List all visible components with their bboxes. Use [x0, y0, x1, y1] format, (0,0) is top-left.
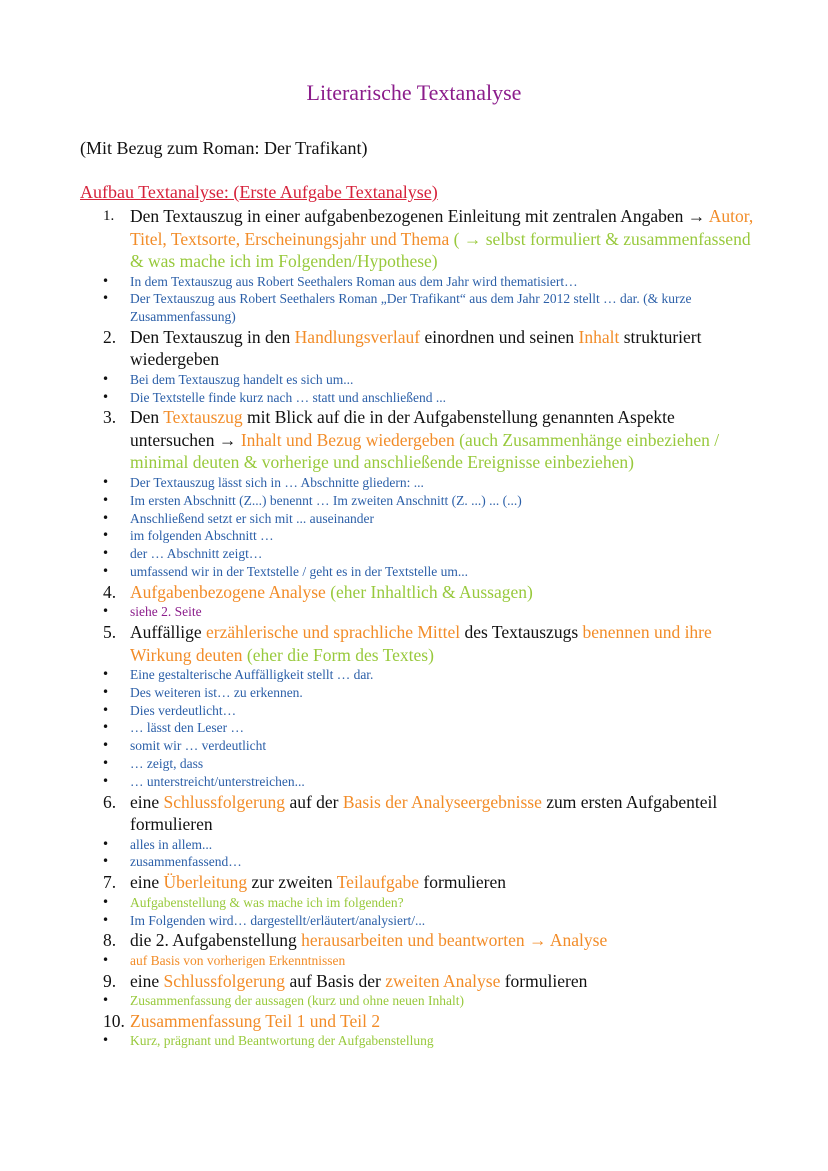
list-item-number: 9. [103, 970, 117, 991]
bullet-item: • Anschließend setzt er sich mit ... auseinander [80, 510, 760, 528]
bullet-item: • Die Textstelle finde kurz nach … statt und anschließend ... [80, 389, 760, 407]
list-item-number: 6. [103, 791, 117, 812]
item-text-segment: zweiten Analyse [385, 970, 501, 991]
item-text-segment: (auch Zusammenhänge einbeziehen / minimal deuten & vorherige und anschließende Ereignisse einbeziehen) [130, 429, 720, 473]
bullet-item: • somit wir … verdeutlicht [80, 737, 760, 755]
bullet-item: • Bei dem Textauszug handelt es sich um... [80, 371, 760, 389]
bullet-item: • Zusammenfassung der aussagen (kurz und ohne neuen Inhalt) [80, 992, 760, 1010]
item-text-segment: des Textauszugs [460, 622, 583, 643]
list-item-number: 1. [103, 208, 115, 224]
list-item [80, 871, 760, 894]
bullet-item: • Im ersten Abschnitt (Z...) benennt … Im zweiten Anschnitt (Z. ...) ... (...) [80, 492, 760, 510]
list-item [80, 581, 760, 604]
item-text-segment: die 2. Aufgabenstellung [130, 930, 302, 951]
item-text-segment: Auffällige [130, 622, 206, 643]
item-text-segment: einordnen und seinen [420, 326, 579, 347]
item-text-segment: herausarbeiten und beantworten → Analyse [301, 930, 608, 951]
item-text-segment: Aufgabenbezogene Analyse [130, 581, 331, 602]
page-title: Literarische Textanalyse [306, 80, 522, 105]
item-text-segment: Inhalt und Bezug wiedergeben [240, 429, 460, 450]
bullet-item: • alles in allem... [80, 836, 760, 854]
bullet-item: • In dem Textauszug aus Robert Seethalers Roman aus dem Jahr wird thematisiert… [80, 273, 760, 291]
item-text-segment: formulieren [419, 872, 507, 893]
item-text-segment: Den [130, 407, 164, 428]
item-text-segment: auf der [285, 791, 343, 812]
item-text-segment: Schlussfolgerung [163, 791, 286, 812]
item-text-segment: Handlungsverlauf [294, 326, 421, 347]
subtitle: (Mit Bezug zum Roman: Der Trafikant) [80, 138, 368, 158]
numbered-list [80, 205, 760, 1050]
item-text-segment: strukturiert wiedergeben [130, 326, 702, 370]
item-text-segment: eine [130, 872, 164, 893]
list-item-number: 3. [103, 407, 117, 428]
list-item [80, 791, 760, 836]
list-item-number: 5. [103, 622, 117, 643]
item-text-segment: Schlussfolgerung [163, 970, 286, 991]
list-item-number: 2. [103, 326, 117, 347]
bullet-item: • auf Basis von vorherigen Erkenntnissen [80, 952, 760, 970]
list-item [80, 406, 760, 474]
bullet-item: • Des weiteren ist… zu erkennen. [80, 684, 760, 702]
list-item [80, 970, 760, 993]
list-item [80, 326, 760, 371]
item-text-segment: Überleitung [163, 872, 248, 893]
bullet-item: • Im Folgenden wird… dargestellt/erläutert/analysiert/... [80, 912, 760, 930]
item-text-segment: erzählerische und sprachliche Mittel [205, 622, 461, 643]
item-text-segment: auf Basis der [285, 970, 386, 991]
bullet-item: • Der Textauszug lässt sich in … Abschnitte gliedern: ... [80, 474, 760, 492]
bullet-item: • siehe 2. Seite [80, 603, 760, 621]
section-heading: Aufbau Textanalyse: (Erste Aufgabe Textanalyse) [80, 182, 438, 202]
list-item-number: 7. [103, 872, 117, 893]
list-item-number: 8. [103, 930, 117, 951]
list-item-number: 4. [103, 581, 117, 602]
list-item [80, 621, 760, 666]
bullet-item: • … unterstreicht/unterstreichen... [80, 773, 760, 791]
item-text-segment: Teilaufgabe [336, 872, 420, 893]
item-text-segment: eine [130, 970, 164, 991]
item-text-segment: (eher die Form des Textes) [246, 644, 434, 665]
bullet-item: • … zeigt, dass [80, 755, 760, 773]
bullet-item: • … lässt den Leser … [80, 719, 760, 737]
bullet-item: • der … Abschnitt zeigt… [80, 545, 760, 563]
bullet-item: • Dies verdeutlicht… [80, 702, 760, 720]
item-text-segment: ( → selbst formuliert & zusammenfassend & was mache ich im Folgenden/Hypothese) [130, 228, 751, 271]
item-text-segment: Basis der Analyseergebnisse [342, 791, 542, 812]
item-text-segment: benennen und ihre Wirkung deuten [130, 622, 712, 665]
item-text-segment: (eher Inhaltlich & Aussagen) [330, 581, 533, 602]
item-text-segment: eine [130, 791, 164, 812]
item-text-segment: Autor, Titel, Textsorte, Erscheinungsjahr und Thema [130, 206, 754, 249]
item-text-segment: → [687, 206, 709, 226]
item-text-segment: zum ersten Aufgabenteil formulieren [130, 791, 718, 835]
item-text-segment: Den Textauszug in einer aufgabenbezogenen Einleitung mit zentralen Angaben [130, 206, 688, 226]
item-text-segment: Inhalt [578, 326, 620, 347]
bullet-item: • Kurz, prägnant und Beantwortung der Aufgabenstellung [80, 1032, 760, 1050]
list-item [80, 205, 760, 273]
item-text-segment: Textauszug [163, 407, 243, 428]
list-item [80, 929, 760, 952]
list-item-number: 10. [103, 1010, 125, 1031]
bullet-item: • Aufgabenstellung & was mache ich im folgenden? [80, 894, 760, 912]
bullet-item: • Eine gestalterische Auffälligkeit stellt … dar. [80, 666, 760, 684]
bullet-item: • im folgenden Abschnitt … [80, 527, 760, 545]
item-text-segment: Zusammenfassung Teil 1 und Teil 2 [130, 1010, 381, 1031]
item-text-segment: zur zweiten [247, 872, 337, 893]
item-text-segment: mit Blick auf die in der Aufgabenstellung genannten Aspekte untersuchen → [130, 407, 675, 450]
item-text-segment: Den Textauszug in den [130, 326, 295, 347]
bullet-item: • umfassend wir in der Textstelle / geht es in der Textstelle um... [80, 563, 760, 581]
list-item [80, 1010, 760, 1033]
bullet-item: • Der Textauszug aus Robert Seethalers Roman „Der Trafikant“ aus dem Jahr 2012 stellt … dar. (& kurze Zusammenfassung) [80, 290, 760, 326]
bullet-item: • zusammenfassend… [80, 853, 760, 871]
item-text-segment: formulieren [500, 970, 588, 991]
